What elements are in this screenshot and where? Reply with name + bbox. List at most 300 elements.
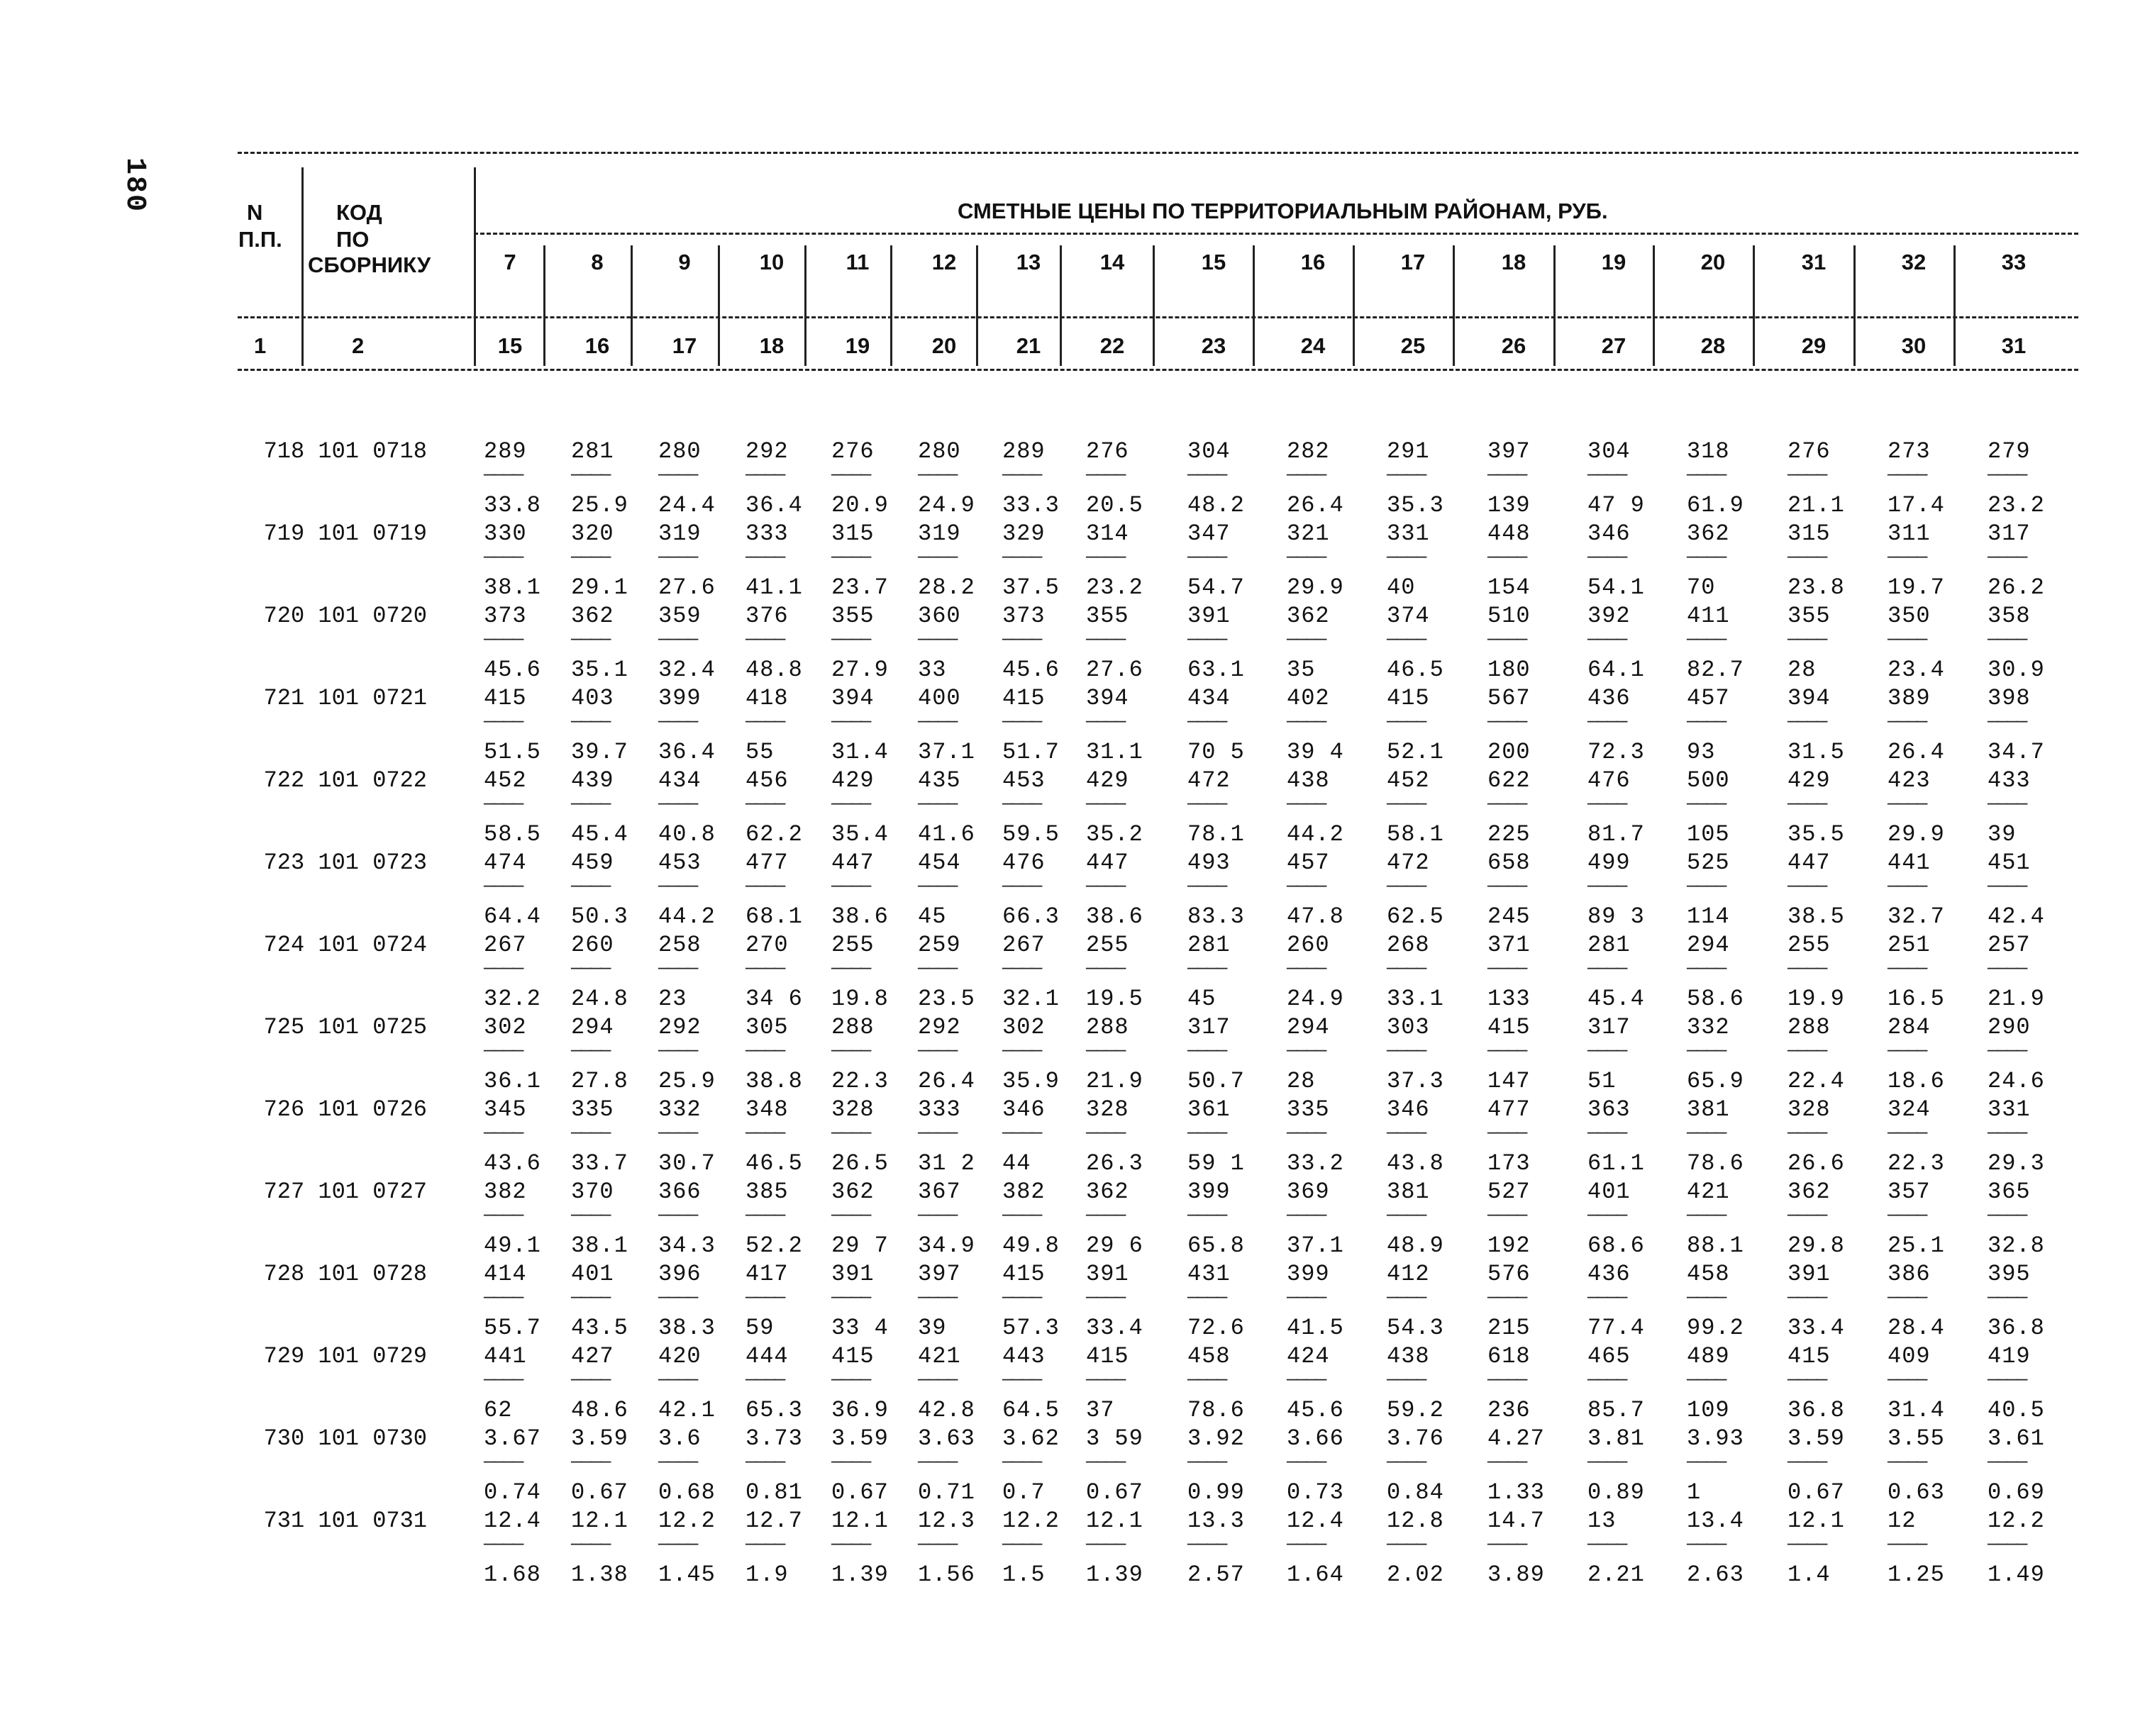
price-fraction: 62.5 xyxy=(1387,903,1444,930)
fraction-bar: ———— xyxy=(918,875,957,896)
fraction-bar: ———— xyxy=(1002,711,1041,732)
price-value: 365 xyxy=(1988,1179,2031,1205)
price-value: 273 xyxy=(1888,438,1931,464)
price-value: 391 xyxy=(1187,603,1231,629)
price-fraction: 34.3 xyxy=(658,1233,716,1259)
fraction-bar: ———— xyxy=(1988,1204,2027,1225)
price-fraction: 23.4 xyxy=(1888,657,1945,683)
price-fraction: 81.7 xyxy=(1587,821,1645,847)
row-code: 729 101 0729 xyxy=(263,1343,427,1369)
price-fraction: 64.1 xyxy=(1587,657,1645,683)
price-value: 362 xyxy=(571,603,614,629)
price-value: 397 xyxy=(918,1261,961,1287)
price-fraction: 48.9 xyxy=(1387,1233,1444,1259)
price-value: 381 xyxy=(1687,1096,1730,1123)
region-number-header: 7 xyxy=(504,250,516,274)
price-fraction: 21.9 xyxy=(1086,1068,1143,1094)
fraction-bar: ———— xyxy=(1888,1369,1927,1390)
price-fraction: 29.9 xyxy=(1287,574,1344,601)
price-fraction: 36.4 xyxy=(658,739,716,765)
column-index-header: 15 xyxy=(497,333,523,358)
price-value: 255 xyxy=(1788,932,1831,958)
price-value: 328 xyxy=(1086,1096,1129,1123)
price-fraction: 62.2 xyxy=(746,821,803,847)
fraction-bar: ———— xyxy=(571,957,610,979)
header-column-separator xyxy=(1453,245,1455,366)
fraction-bar: ———— xyxy=(746,957,785,979)
fraction-bar: ———— xyxy=(831,957,870,979)
price-value: 459 xyxy=(571,850,614,876)
price-fraction: 26.4 xyxy=(918,1068,975,1094)
fraction-bar: ———— xyxy=(1687,1040,1726,1061)
fraction-bar: ———— xyxy=(1888,628,1927,650)
page-number: 180 xyxy=(118,157,150,213)
fraction-bar: ———— xyxy=(1487,793,1526,814)
price-fraction: 0.63 xyxy=(1888,1479,1945,1506)
price-value: 458 xyxy=(1687,1261,1730,1287)
fraction-bar: ———— xyxy=(746,875,785,896)
price-fraction: 33.4 xyxy=(1788,1315,1845,1341)
price-value: 289 xyxy=(484,438,527,464)
price-value: 415 xyxy=(831,1343,875,1369)
fraction-bar: ———— xyxy=(1002,1040,1041,1061)
price-value: 3.66 xyxy=(1287,1425,1344,1452)
header-np: П.П. xyxy=(238,227,282,252)
price-fraction: 192 xyxy=(1487,1233,1531,1259)
price-value: 348 xyxy=(746,1096,789,1123)
price-fraction: 0.71 xyxy=(918,1479,975,1506)
region-number-header: 18 xyxy=(1501,250,1526,274)
price-fraction: 35.1 xyxy=(571,657,628,683)
fraction-bar: ———— xyxy=(1287,628,1326,650)
fraction-bar: ———— xyxy=(1687,1286,1726,1308)
price-fraction: 65.3 xyxy=(746,1397,803,1423)
header-column-separator xyxy=(1153,245,1155,366)
fraction-bar: ———— xyxy=(1888,875,1927,896)
region-number-header: 16 xyxy=(1300,250,1326,274)
fraction-bar: ———— xyxy=(1587,1369,1626,1390)
fraction-bar: ———— xyxy=(1788,628,1827,650)
price-fraction: 2.21 xyxy=(1587,1562,1645,1588)
price-fraction: 41.6 xyxy=(918,821,975,847)
price-fraction: 58.5 xyxy=(484,821,541,847)
fraction-bar: ———— xyxy=(1002,1122,1041,1143)
fraction-bar: ———— xyxy=(918,628,957,650)
price-value: 3.59 xyxy=(571,1425,628,1452)
fraction-bar: ———— xyxy=(1788,464,1827,485)
price-value: 403 xyxy=(571,685,614,711)
price-fraction: 26.6 xyxy=(1788,1150,1845,1176)
fraction-bar: ———— xyxy=(1687,875,1726,896)
price-value: 3.59 xyxy=(1788,1425,1845,1452)
price-fraction: 31 2 xyxy=(918,1150,975,1176)
price-fraction: 1.56 xyxy=(918,1562,975,1588)
fraction-bar: ———— xyxy=(1086,546,1125,567)
fraction-bar: ———— xyxy=(1988,1286,2027,1308)
price-fraction: 0.89 xyxy=(1587,1479,1645,1506)
price-value: 452 xyxy=(1387,767,1430,794)
fraction-bar: ———— xyxy=(1002,1369,1041,1390)
fraction-bar: ———— xyxy=(1002,875,1041,896)
fraction-bar: ———— xyxy=(1387,957,1426,979)
price-fraction: 225 xyxy=(1487,821,1531,847)
price-value: 267 xyxy=(484,932,527,958)
fraction-bar: ———— xyxy=(1988,546,2027,567)
price-fraction: 58.1 xyxy=(1387,821,1444,847)
fraction-bar: ———— xyxy=(918,1122,957,1143)
price-fraction: 39 4 xyxy=(1287,739,1344,765)
price-fraction: 2.57 xyxy=(1187,1562,1245,1588)
fraction-bar: ———— xyxy=(831,546,870,567)
fraction-bar: ———— xyxy=(1988,793,2027,814)
price-fraction: 48.6 xyxy=(571,1397,628,1423)
price-fraction: 38.6 xyxy=(831,903,889,930)
fraction-bar: ———— xyxy=(1187,1122,1226,1143)
price-value: 433 xyxy=(1988,767,2031,794)
price-value: 333 xyxy=(918,1096,961,1123)
price-value: 12.2 xyxy=(1988,1508,2045,1534)
fraction-bar: ———— xyxy=(1387,546,1426,567)
price-fraction: 18.6 xyxy=(1888,1068,1945,1094)
fraction-bar: ———— xyxy=(746,1369,785,1390)
price-fraction: 82.7 xyxy=(1687,657,1744,683)
fraction-bar: ———— xyxy=(1687,1451,1726,1472)
fraction-bar: ———— xyxy=(918,546,957,567)
header-column-separator xyxy=(631,245,633,366)
price-value: 401 xyxy=(571,1261,614,1287)
price-fraction: 0.67 xyxy=(571,1479,628,1506)
price-value: 3.61 xyxy=(1988,1425,2045,1452)
price-fraction: 19.8 xyxy=(831,986,889,1012)
price-fraction: 180 xyxy=(1487,657,1531,683)
region-number-header: 10 xyxy=(759,250,785,274)
fraction-bar: ———— xyxy=(1287,1204,1326,1225)
fraction-bar: ———— xyxy=(746,546,785,567)
price-value: 415 xyxy=(1487,1014,1531,1040)
fraction-bar: ———— xyxy=(1287,875,1326,896)
price-value: 258 xyxy=(658,932,702,958)
fraction-bar: ———— xyxy=(1988,957,2027,979)
price-fraction: 51.7 xyxy=(1002,739,1060,765)
price-value: 399 xyxy=(1187,1179,1231,1205)
price-fraction: 31.4 xyxy=(1888,1397,1945,1423)
fraction-bar: ———— xyxy=(1187,875,1226,896)
price-fraction: 40.8 xyxy=(658,821,716,847)
price-fraction: 19.5 xyxy=(1086,986,1143,1012)
price-value: 419 xyxy=(1988,1343,2031,1369)
price-fraction: 43.5 xyxy=(571,1315,628,1341)
price-value: 315 xyxy=(831,521,875,547)
price-fraction: 59 xyxy=(746,1315,775,1341)
fraction-bar: ———— xyxy=(918,957,957,979)
price-fraction: 51 xyxy=(1587,1068,1617,1094)
row-code: 730 101 0730 xyxy=(263,1425,427,1452)
header-column-separator xyxy=(804,245,807,366)
price-value: 359 xyxy=(658,603,702,629)
price-value: 12.4 xyxy=(484,1508,541,1534)
region-number-header: 15 xyxy=(1201,250,1226,274)
fraction-bar: ———— xyxy=(658,1533,697,1554)
fraction-bar: ———— xyxy=(658,464,697,485)
price-fraction: 0.73 xyxy=(1287,1479,1344,1506)
fraction-bar: ———— xyxy=(1788,875,1827,896)
fraction-bar: ———— xyxy=(484,1451,523,1472)
price-fraction: 36.9 xyxy=(831,1397,889,1423)
fraction-bar: ———— xyxy=(658,1286,697,1308)
fraction-bar: ———— xyxy=(1086,628,1125,650)
price-fraction: 65.8 xyxy=(1187,1233,1245,1259)
header-vsep-2 xyxy=(474,167,476,366)
price-fraction: 42.4 xyxy=(1988,903,2045,930)
price-fraction: 46.5 xyxy=(746,1150,803,1176)
fraction-bar: ———— xyxy=(831,1369,870,1390)
fraction-bar: ———— xyxy=(1086,875,1125,896)
price-fraction: 21.9 xyxy=(1988,986,2045,1012)
price-fraction: 26.4 xyxy=(1287,492,1344,518)
fraction-bar: ———— xyxy=(746,1451,785,1472)
price-fraction: 31.4 xyxy=(831,739,889,765)
fraction-bar: ———— xyxy=(658,711,697,732)
fraction-bar: ———— xyxy=(1687,957,1726,979)
region-number-header: 31 xyxy=(1801,250,1827,274)
price-fraction: 45.6 xyxy=(484,657,541,683)
price-value: 280 xyxy=(658,438,702,464)
fraction-bar: ———— xyxy=(1287,464,1326,485)
price-value: 493 xyxy=(1187,850,1231,876)
fraction-bar: ———— xyxy=(1788,1451,1827,1472)
fraction-bar: ———— xyxy=(1988,1369,2027,1390)
price-value: 361 xyxy=(1187,1096,1231,1123)
price-value: 447 xyxy=(831,850,875,876)
price-value: 3.93 xyxy=(1687,1425,1744,1452)
price-value: 474 xyxy=(484,850,527,876)
price-value: 281 xyxy=(1187,932,1231,958)
fraction-bar: ———— xyxy=(1988,1040,2027,1061)
price-value: 567 xyxy=(1487,685,1531,711)
price-fraction: 0.81 xyxy=(746,1479,803,1506)
fraction-bar: ———— xyxy=(1487,1533,1526,1554)
price-fraction: 19.7 xyxy=(1888,574,1945,601)
price-fraction: 26.3 xyxy=(1086,1150,1143,1176)
price-value: 415 xyxy=(1387,685,1430,711)
fraction-bar: ———— xyxy=(658,1122,697,1143)
fraction-bar: ———— xyxy=(1888,1533,1927,1554)
price-value: 396 xyxy=(658,1261,702,1287)
price-fraction: 147 xyxy=(1487,1068,1531,1094)
header-index-1: 1 xyxy=(254,333,267,358)
price-value: 362 xyxy=(1788,1179,1831,1205)
price-value: 289 xyxy=(1002,438,1046,464)
price-value: 12 xyxy=(1888,1508,1917,1534)
fraction-bar: ———— xyxy=(1888,546,1927,567)
fraction-bar: ———— xyxy=(658,1369,697,1390)
price-fraction: 23.5 xyxy=(918,986,975,1012)
fraction-bar: ———— xyxy=(831,793,870,814)
price-value: 3.63 xyxy=(918,1425,975,1452)
price-fraction: 23.2 xyxy=(1086,574,1143,601)
price-value: 429 xyxy=(831,767,875,794)
header-n: N xyxy=(247,200,263,225)
fraction-bar: ———— xyxy=(571,1451,610,1472)
fraction-bar: ———— xyxy=(1587,793,1626,814)
price-fraction: 23 xyxy=(658,986,687,1012)
price-value: 3.81 xyxy=(1587,1425,1645,1452)
price-fraction: 24.9 xyxy=(1287,986,1344,1012)
price-value: 12.1 xyxy=(1086,1508,1143,1534)
price-value: 658 xyxy=(1487,850,1531,876)
fraction-bar: ———— xyxy=(1387,1286,1426,1308)
price-fraction: 114 xyxy=(1687,903,1730,930)
column-index-header: 16 xyxy=(584,333,610,358)
price-fraction: 59.5 xyxy=(1002,821,1060,847)
price-value: 302 xyxy=(484,1014,527,1040)
price-fraction: 28 xyxy=(1287,1068,1316,1094)
row-code: 725 101 0725 xyxy=(263,1014,427,1040)
fraction-bar: ———— xyxy=(484,875,523,896)
price-value: 394 xyxy=(831,685,875,711)
fraction-bar: ———— xyxy=(1086,464,1125,485)
region-number-header: 20 xyxy=(1700,250,1726,274)
price-value: 282 xyxy=(1287,438,1330,464)
price-fraction: 30.7 xyxy=(658,1150,716,1176)
region-number-header: 8 xyxy=(591,250,604,274)
price-fraction: 66.3 xyxy=(1002,903,1060,930)
column-index-header: 24 xyxy=(1300,333,1326,358)
price-value: 452 xyxy=(484,767,527,794)
fraction-bar: ———— xyxy=(1888,464,1927,485)
price-fraction: 38.1 xyxy=(571,1233,628,1259)
price-fraction: 49.8 xyxy=(1002,1233,1060,1259)
price-value: 453 xyxy=(1002,767,1046,794)
fraction-bar: ———— xyxy=(1002,957,1041,979)
price-value: 363 xyxy=(1587,1096,1631,1123)
price-fraction: 33.3 xyxy=(1002,492,1060,518)
price-value: 414 xyxy=(484,1261,527,1287)
price-value: 302 xyxy=(1002,1014,1046,1040)
fraction-bar: ———— xyxy=(746,711,785,732)
fraction-bar: ———— xyxy=(831,1204,870,1225)
price-value: 355 xyxy=(1086,603,1129,629)
price-fraction: 0.69 xyxy=(1988,1479,2045,1506)
fraction-bar: ———— xyxy=(1287,1040,1326,1061)
fraction-bar: ———— xyxy=(1687,1122,1726,1143)
price-fraction: 29.9 xyxy=(1888,821,1945,847)
price-value: 276 xyxy=(831,438,875,464)
price-fraction: 33.1 xyxy=(1387,986,1444,1012)
price-value: 3.62 xyxy=(1002,1425,1060,1452)
fraction-bar: ———— xyxy=(571,1040,610,1061)
fraction-bar: ———— xyxy=(1487,1040,1526,1061)
price-fraction: 0.74 xyxy=(484,1479,541,1506)
price-fraction: 105 xyxy=(1687,821,1730,847)
price-fraction: 34 6 xyxy=(746,986,803,1012)
fraction-bar: ———— xyxy=(571,546,610,567)
fraction-bar: ———— xyxy=(571,875,610,896)
price-value: 436 xyxy=(1587,685,1631,711)
price-fraction: 50.3 xyxy=(571,903,628,930)
fraction-bar: ———— xyxy=(1002,1204,1041,1225)
price-fraction: 32.1 xyxy=(1002,986,1060,1012)
price-value: 281 xyxy=(571,438,614,464)
price-value: 423 xyxy=(1888,767,1931,794)
price-value: 288 xyxy=(1086,1014,1129,1040)
price-fraction: 39 xyxy=(1988,821,2017,847)
fraction-bar: ———— xyxy=(1086,1204,1125,1225)
header-column-separator xyxy=(890,245,892,366)
price-value: 3.67 xyxy=(484,1425,541,1452)
fraction-bar: ———— xyxy=(1487,628,1526,650)
price-fraction: 2.63 xyxy=(1687,1562,1744,1588)
price-fraction: 26.4 xyxy=(1888,739,1945,765)
price-fraction: 0.7 xyxy=(1002,1479,1046,1506)
fraction-bar: ———— xyxy=(1187,1040,1226,1061)
price-fraction: 34.7 xyxy=(1988,739,2045,765)
price-fraction: 78.6 xyxy=(1687,1150,1744,1176)
price-value: 355 xyxy=(1788,603,1831,629)
price-value: 304 xyxy=(1187,438,1231,464)
price-fraction: 37.1 xyxy=(1287,1233,1344,1259)
price-value: 292 xyxy=(658,1014,702,1040)
fraction-bar: ———— xyxy=(1487,1369,1526,1390)
price-value: 395 xyxy=(1988,1261,2031,1287)
price-value: 14.7 xyxy=(1487,1508,1545,1534)
price-fraction: 45.4 xyxy=(1587,986,1645,1012)
fraction-bar: ———— xyxy=(831,1122,870,1143)
fraction-bar: ———— xyxy=(1086,1286,1125,1308)
fraction-bar: ———— xyxy=(1086,1122,1125,1143)
fraction-bar: ———— xyxy=(1387,628,1426,650)
price-fraction: 38.1 xyxy=(484,574,541,601)
price-fraction: 1.39 xyxy=(1086,1562,1143,1588)
price-value: 294 xyxy=(571,1014,614,1040)
header-column-separator xyxy=(1853,245,1856,366)
price-value: 303 xyxy=(1387,1014,1430,1040)
fraction-bar: ———— xyxy=(1888,957,1927,979)
price-fraction: 58.6 xyxy=(1687,986,1744,1012)
price-value: 294 xyxy=(1287,1014,1330,1040)
fraction-bar: ———— xyxy=(1988,1451,2027,1472)
price-fraction: 29 6 xyxy=(1086,1233,1143,1259)
fraction-bar: ———— xyxy=(1888,1286,1927,1308)
fraction-bar: ———— xyxy=(571,711,610,732)
price-value: 398 xyxy=(1988,685,2031,711)
fraction-bar: ———— xyxy=(484,1286,523,1308)
price-value: 447 xyxy=(1788,850,1831,876)
price-fraction: 70 5 xyxy=(1187,739,1245,765)
region-number-header: 9 xyxy=(678,250,691,274)
price-fraction: 99.2 xyxy=(1687,1315,1744,1341)
price-value: 318 xyxy=(1687,438,1730,464)
price-fraction: 44.2 xyxy=(658,903,716,930)
fraction-bar: ———— xyxy=(918,793,957,814)
price-fraction: 54.3 xyxy=(1387,1315,1444,1341)
price-fraction: 27.8 xyxy=(571,1068,628,1094)
price-fraction: 39.7 xyxy=(571,739,628,765)
fraction-bar: ———— xyxy=(1687,546,1726,567)
price-value: 291 xyxy=(1387,438,1430,464)
price-value: 12.4 xyxy=(1287,1508,1344,1534)
price-value: 489 xyxy=(1687,1343,1730,1369)
price-value: 427 xyxy=(571,1343,614,1369)
fraction-bar: ———— xyxy=(746,1122,785,1143)
header-sbornik: СБОРНИКУ xyxy=(308,252,431,277)
price-value: 350 xyxy=(1888,603,1931,629)
price-value: 346 xyxy=(1587,521,1631,547)
header-column-separator xyxy=(1653,245,1655,366)
price-value: 12.3 xyxy=(918,1508,975,1534)
price-fraction: 0.68 xyxy=(658,1479,716,1506)
price-fraction: 23.2 xyxy=(1988,492,2045,518)
